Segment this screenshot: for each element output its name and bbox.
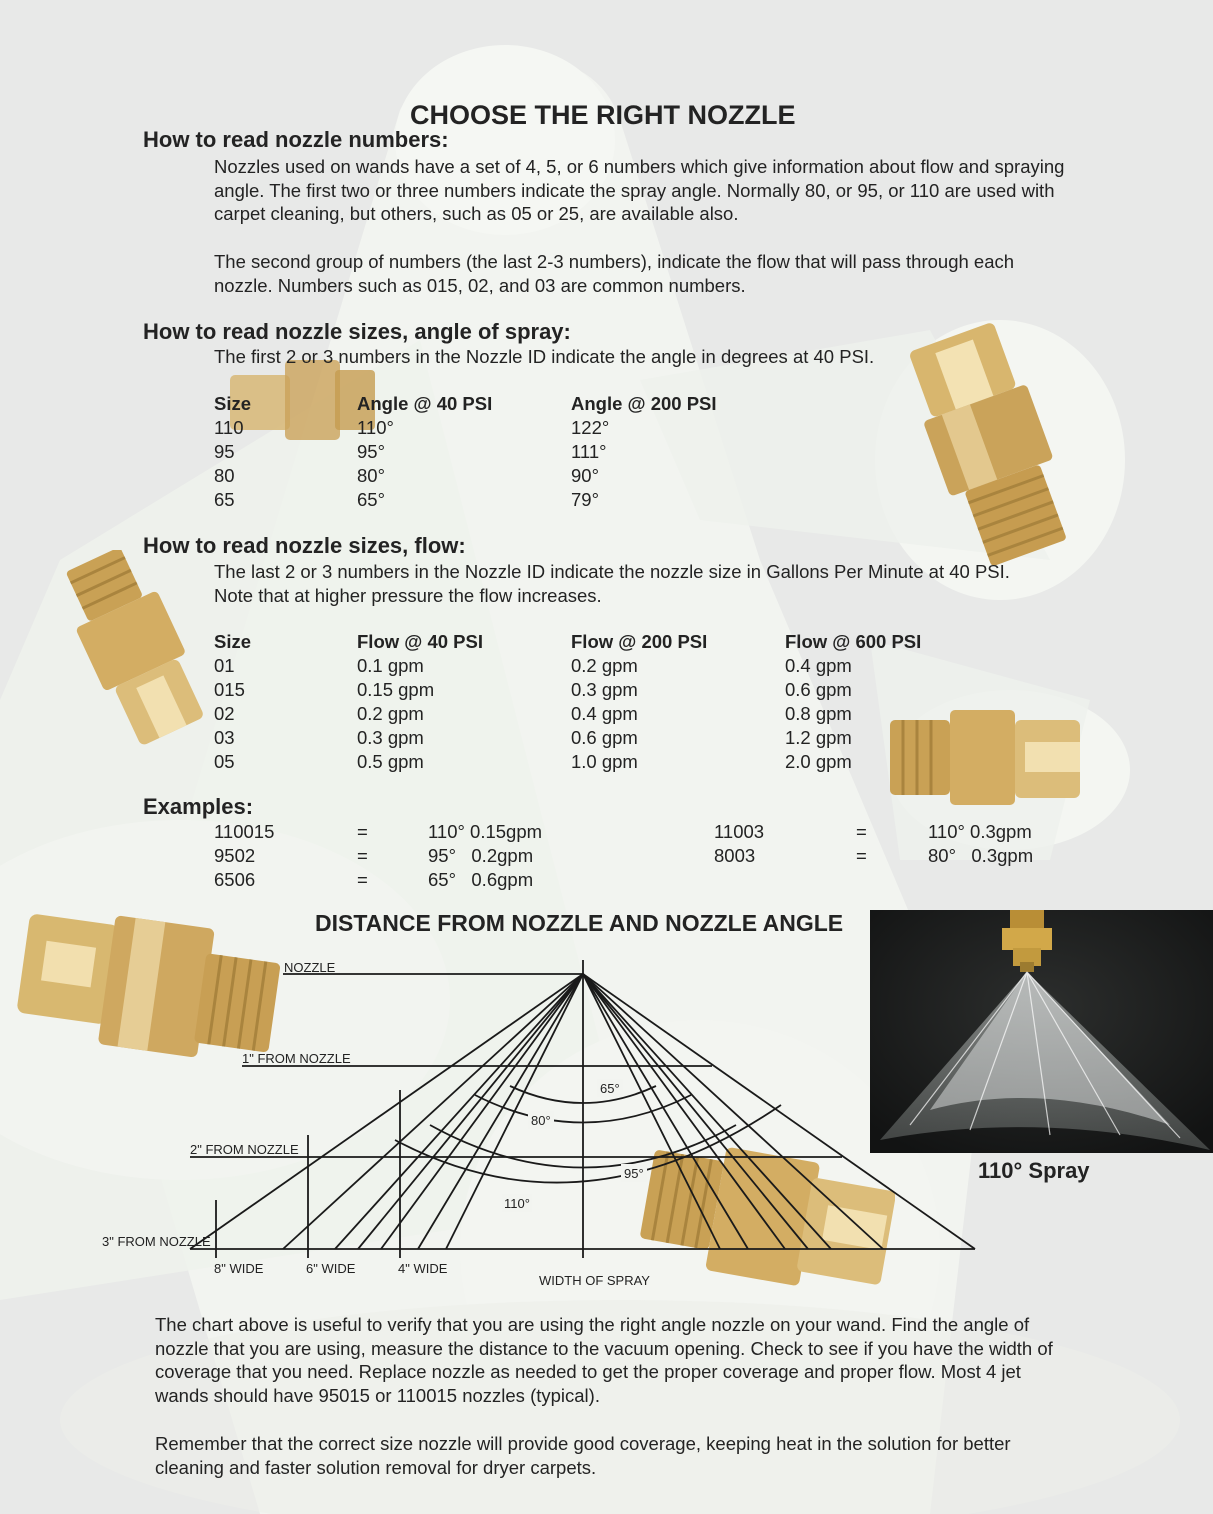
section-flow-intro-2: Note that at higher pressure the flow increases.: [214, 585, 602, 606]
flow-cell: 05: [214, 751, 235, 772]
ray-65-left: [418, 974, 583, 1249]
flow-cell: 0.4 gpm: [571, 703, 638, 724]
ray-75-right: [583, 974, 808, 1249]
example-code: 8003: [714, 845, 756, 866]
nozzle-angle-diagram: [0, 950, 1000, 1295]
flow-header-size: Size: [214, 631, 252, 652]
angle-cell: 80°: [357, 465, 385, 486]
ray-80-right: [583, 974, 831, 1249]
label-3in-from-nozzle: 3" FROM NOZZLE: [102, 1234, 211, 1249]
section-flow-intro-1: The last 2 or 3 numbers in the Nozzle ID indicate the nozzle size in Gallons Per Minute at 40 PSI.: [214, 561, 1010, 582]
label-1in-from-nozzle: 1" FROM NOZZLE: [242, 1051, 351, 1066]
example-equals: =: [357, 821, 368, 842]
label-4in-wide: 4" WIDE: [398, 1261, 448, 1276]
angle-cell: 122°: [571, 417, 610, 438]
arc-110: [395, 1105, 781, 1183]
example-value: 110° 0.3gpm: [928, 821, 1032, 842]
flow-cell: 0.8 gpm: [785, 703, 852, 724]
angle-header-200psi: Angle @ 200 PSI: [571, 393, 717, 414]
angle-cell: 110°: [357, 417, 394, 438]
label-6in-wide: 6" WIDE: [306, 1261, 356, 1276]
flow-cell: 0.1 gpm: [357, 655, 424, 676]
label-2in-from-nozzle: 2" FROM NOZZLE: [190, 1142, 299, 1157]
example-code: 6506: [214, 869, 256, 890]
example-code: 110015: [214, 821, 275, 842]
angle-cell: 95°: [357, 441, 385, 462]
label-width-of-spray: WIDTH OF SPRAY: [539, 1273, 650, 1288]
angle-cell: 65: [214, 489, 235, 510]
angle-cell: 79°: [571, 489, 599, 510]
section-numbers-paragraph-1: Nozzles used on wands have a set of 4, 5, or 6 numbers which give information about flow and spraying angle. The first two or three numbers indicate the spray angle. Normally 80, or 95, or 110 are used with carpet cleaning, but others, such as 05 or 25, are available also.: [214, 156, 1065, 225]
flow-cell: 0.3 gpm: [357, 727, 424, 748]
flow-header-40psi: Flow @ 40 PSI: [357, 631, 483, 652]
ray-95-right: [583, 974, 883, 1249]
example-value: 110° 0.15gpm: [428, 821, 543, 842]
example-value: 65° 0.6gpm: [428, 869, 534, 890]
angle-cell: 65°: [357, 489, 385, 510]
flow-cell: 01: [214, 655, 235, 676]
angle-cell: 90°: [571, 465, 599, 486]
example-code: 11003: [714, 821, 765, 842]
flow-cell: 03: [214, 727, 235, 748]
label-angle-110: 110°: [504, 1196, 530, 1211]
footer-paragraph-2: Remember that the correct size nozzle will provide good coverage, keeping heat in the solution for better cleaning and faster solution removal for dryer carpets.: [155, 1433, 1011, 1478]
example-equals: =: [357, 845, 368, 866]
spray-photo-caption: 110° Spray: [978, 1158, 1090, 1183]
section-heading-flow: How to read nozzle sizes, flow:: [143, 533, 466, 558]
examples-heading: Examples:: [143, 794, 254, 819]
example-equals: =: [856, 845, 867, 866]
spray-photo: [870, 910, 1213, 1153]
nozzle-photo-left: [65, 550, 205, 750]
flow-cell: 015: [214, 679, 245, 700]
angle-header-40psi: Angle @ 40 PSI: [357, 393, 493, 414]
angle-cell: 80: [214, 465, 235, 486]
flow-cell: 0.2 gpm: [357, 703, 424, 724]
flow-header-600psi: Flow @ 600 PSI: [785, 631, 922, 652]
flow-cell: 02: [214, 703, 235, 724]
example-value: 95° 0.2gpm: [428, 845, 534, 866]
label-angle-65: 65°: [600, 1081, 620, 1096]
diagram-heading: DISTANCE FROM NOZZLE AND NOZZLE ANGLE: [315, 910, 844, 936]
ray-70-right: [583, 974, 785, 1249]
section-angle-intro: The first 2 or 3 numbers in the Nozzle ID indicate the angle in degrees at 40 PSI.: [214, 346, 875, 367]
example-code: 9502: [214, 845, 256, 866]
flow-cell: 0.3 gpm: [571, 679, 638, 700]
ray-65-right: [583, 974, 748, 1249]
angle-cell: 110: [214, 417, 244, 438]
flow-cell: 0.2 gpm: [571, 655, 638, 676]
spray-photo-illustration: [870, 910, 1213, 1153]
label-8in-wide: 8" WIDE: [214, 1261, 264, 1276]
angle-cell: 111°: [571, 441, 607, 462]
angle-cell: 95: [214, 441, 235, 462]
section-heading-angle: How to read nozzle sizes, angle of spray:: [143, 319, 571, 344]
section-heading-numbers: How to read nozzle numbers:: [143, 127, 449, 152]
flow-cell: 2.0 gpm: [785, 751, 852, 772]
flow-cell: 0.4 gpm: [785, 655, 852, 676]
label-nozzle: NOZZLE: [284, 960, 336, 975]
flow-cell: 1.0 gpm: [571, 751, 638, 772]
example-equals: =: [856, 821, 867, 842]
flow-header-200psi: Flow @ 200 PSI: [571, 631, 708, 652]
flow-cell: 0.5 gpm: [357, 751, 424, 772]
example-equals: =: [357, 869, 368, 890]
flow-cell: 0.6 gpm: [785, 679, 852, 700]
flow-cell: 0.6 gpm: [571, 727, 638, 748]
page-title: CHOOSE THE RIGHT NOZZLE: [410, 100, 796, 130]
flow-cell: 1.2 gpm: [785, 727, 852, 748]
label-angle-80: 80°: [531, 1113, 551, 1128]
example-value: 80° 0.3gpm: [928, 845, 1034, 866]
footer-paragraph-1: The chart above is useful to verify that you are using the right angle nozzle on your wand. Find the angle of nozzle that you are using, measure the distance to the vacuum opening. Check to see if you have the width of coverage that you need. Replace nozzle as needed to get the proper coverage and proper flow. Most 4 jet wands should have 95015 or 110015 nozzles (typical).: [155, 1314, 1053, 1407]
flow-cell: 0.15 gpm: [357, 679, 435, 700]
nozzle-photo-right: [885, 700, 1085, 820]
angle-header-size: Size: [214, 393, 252, 414]
section-numbers-paragraph-2: The second group of numbers (the last 2-3 numbers), indicate the flow that will pass through each nozzle. Numbers such as 015, 02, and 03 are common numbers.: [214, 251, 1015, 296]
label-angle-95: 95°: [624, 1166, 644, 1181]
